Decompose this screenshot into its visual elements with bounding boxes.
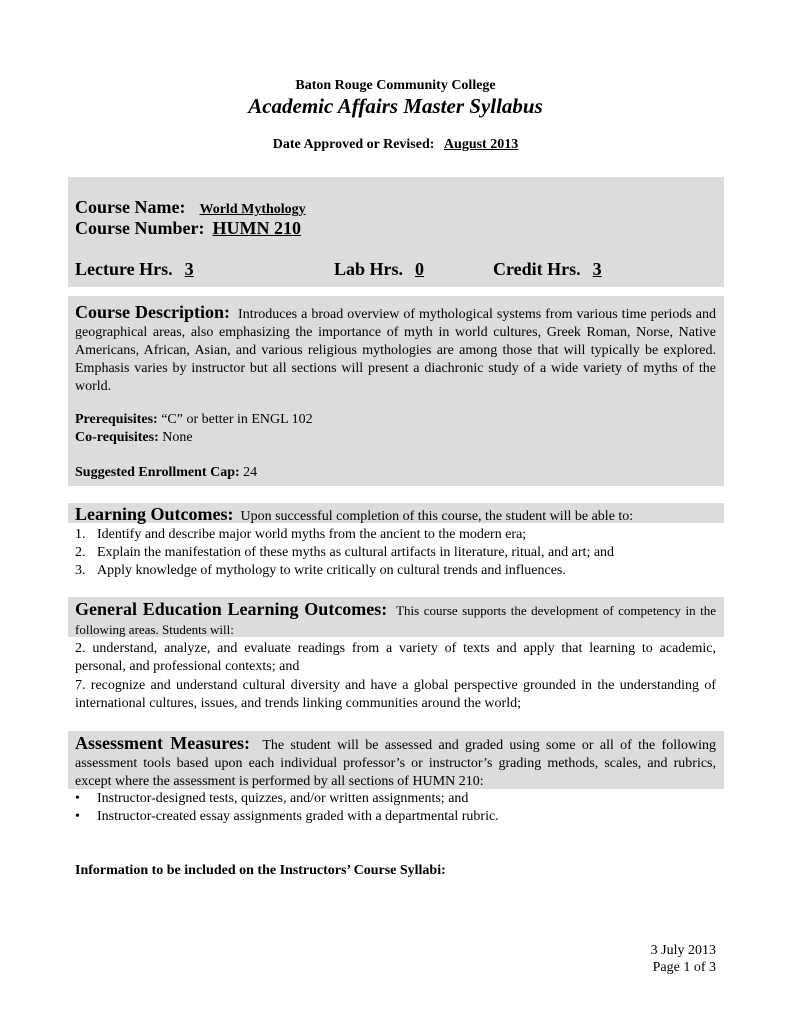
date-approved-label: Date Approved or Revised: <box>272 137 435 152</box>
gen-ed-label: General Education Learning Outcomes: <box>75 599 388 619</box>
date-approved-value: August 2013 <box>443 137 519 152</box>
lecture-hours-value: 3 <box>184 259 194 279</box>
bullet-icon: • <box>75 791 80 806</box>
list-item-number: 2. <box>75 545 86 560</box>
gen-ed-intro: This course supports the development of competency in the following areas. Students will: <box>75 603 716 637</box>
bullet-icon: • <box>75 809 80 824</box>
list-item-text: Explain the manifestation of these myths as cultural artifacts in literature, ritual, and art; and <box>97 545 615 560</box>
assessment-label: Assessment Measures: <box>75 733 250 753</box>
course-name-label: Course Name: <box>75 197 186 217</box>
lab-hours-label: Lab Hrs. <box>334 259 404 279</box>
prerequisites <box>75 411 716 429</box>
enrollment-cap-label: Suggested Enrollment Cap: <box>75 465 240 480</box>
learning-outcomes-intro: Upon successful completion of this course, the student will be able to: <box>240 509 634 524</box>
list-item-number: 3. <box>75 563 86 578</box>
corequisites <box>75 429 716 447</box>
course-number <box>75 218 301 239</box>
document-title: Academic Affairs Master Syllabus <box>248 94 543 118</box>
prerequisites-label: Prerequisites: <box>75 412 158 427</box>
enrollment-cap <box>75 464 716 482</box>
gen-ed-item-7: 7. recognize and understand cultural diversity and have a global perspective grounded in the understanding of international cultures, issues, and trends linking communities around the world; <box>75 678 716 711</box>
lecture-hours-label: Lecture Hrs. <box>75 259 173 279</box>
lab-hours <box>334 259 424 280</box>
learning-outcomes-label: Learning Outcomes: <box>75 504 234 524</box>
prerequisites-value: “C” or better in ENGL 102 <box>161 412 313 427</box>
date-approved <box>0 137 791 153</box>
list-item <box>75 544 716 562</box>
gen-ed-heading <box>75 600 716 639</box>
assessment-heading <box>75 734 716 791</box>
list-item <box>75 790 716 808</box>
corequisites-value: None <box>162 430 193 445</box>
course-number-label: Course Number: <box>75 218 205 238</box>
course-description <box>75 303 716 396</box>
course-description-text: Introduces a broad overview of mythological systems from various time periods and geographical areas, also emphasizing the importance of myth in world cultures, Greek Roman, Norse, Native Americans, African, Asian, and various religious mythologies are among those that will typically be explored. Emphasis varies by instructor but all sections will present a diachronic study of a wide variety of myths of the world. <box>75 307 717 394</box>
corequisites-label: Co-requisites: <box>75 430 159 445</box>
lecture-hours <box>75 259 194 280</box>
assessment-intro: The student will be assessed and graded using some or all of the following assessment tools based upon each individual professor’s or instructor’s grading methods, scales, and rubrics, except where the assessment is performed by all sections of HUMN 210: <box>75 738 716 789</box>
footer-date: 3 July 2013 <box>650 943 716 958</box>
list-item <box>75 808 716 826</box>
gen-ed-item-2: 2. understand, analyze, and evaluate readings from a variety of texts and apply that learning to academic, personal, and professional contexts; and <box>75 641 716 674</box>
college-name: Baton Rouge Community College <box>295 78 496 93</box>
lab-hours-value: 0 <box>415 259 425 279</box>
course-number-value: HUMN 210 <box>212 218 301 238</box>
course-description-label: Course Description: <box>75 302 230 322</box>
list-item <box>75 526 716 544</box>
list-item-text: Instructor-created essay assignments graded with a departmental rubric. <box>97 809 499 824</box>
learning-outcomes-list <box>75 526 716 580</box>
enrollment-cap-value: 24 <box>243 465 258 480</box>
course-name <box>75 197 306 218</box>
credit-hours-label: Credit Hrs. <box>493 259 581 279</box>
course-name-value: World Mythology <box>199 202 306 217</box>
list-item-text: Instructor-designed tests, quizzes, and/or written assignments; and <box>97 791 469 806</box>
footer-page-number: Page 1 of 3 <box>652 960 716 975</box>
instructor-syllabi-heading: Information to be included on the Instructors’ Course Syllabi: <box>75 863 446 878</box>
credit-hours-value: 3 <box>592 259 602 279</box>
list-item-text: Identify and describe major world myths from the ancient to the modern era; <box>97 527 527 542</box>
list-item-text: Apply knowledge of mythology to write critically on cultural trends and influences. <box>97 563 566 578</box>
assessment-list <box>75 790 716 826</box>
list-item-number: 1. <box>75 527 86 542</box>
list-item <box>75 562 716 580</box>
learning-outcomes-heading <box>75 505 716 526</box>
credit-hours <box>493 259 602 280</box>
